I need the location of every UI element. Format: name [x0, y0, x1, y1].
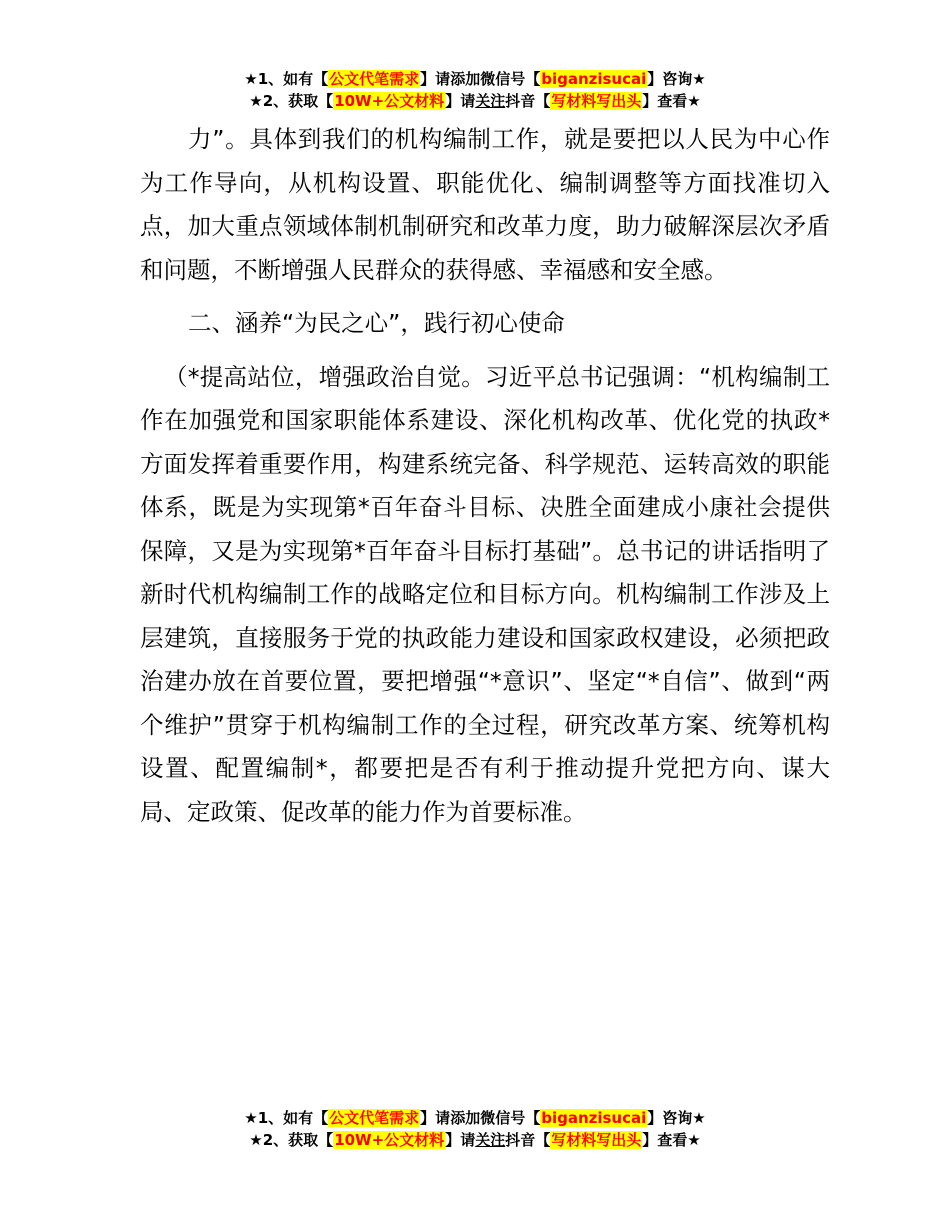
banner-text: 微信号【 — [480, 70, 541, 88]
section-heading: 二、涵养“为民之心”，践行初心使命 — [188, 309, 565, 337]
banner-text: 】请 — [445, 1131, 476, 1149]
banner-emphasis: 关注 — [475, 1131, 506, 1149]
banner-highlight: 写材料写出头 — [551, 1131, 642, 1149]
banner-highlight: 公文代笔需求 — [329, 1109, 420, 1127]
footer-banner — [0, 1107, 950, 1151]
banner-text: 】请 — [420, 70, 451, 88]
banner-highlight: biganzisucai — [541, 70, 647, 88]
banner-text: 】咨询★ — [647, 1109, 706, 1127]
banner-text: ★2、获取【 — [249, 92, 334, 110]
banner-text: 】请 — [420, 1109, 451, 1127]
banner-text: 】请 — [445, 92, 476, 110]
header-banner — [0, 68, 950, 112]
banner-text: ★2、获取【 — [249, 1131, 334, 1149]
banner-emphasis: 关注 — [475, 92, 506, 110]
banner-text: ★1、如有【 — [244, 1109, 329, 1127]
body-paragraph: （*提高站位，增强政治自觉。习近平总书记强调：“机构编制工作在加强党和国家职能体系建设、深化机构改革、优化党的执政*方面发挥着重要作用，构建系统完备、科学规范、运转高效的职能体系，既是为实现第*百年奋斗目标、决胜全面建成小康社会提供保障，又是为实现第*百年奋斗目标打基础”。总书记的讲话指明了新时代机构编制工作的战略定位和目标方向。机构编制工作涉及上层建筑，直接服务于党的执政能力建设和国家政权建设，必须把政治建办放在首要位置，要把增强“*意识”、坚定“*自信”、做到“两个维护”贯穿于机构编制工作的全过程，研究改革方案、统筹机构设置、配置编制*，都要把是否有利于推动提升党把方向、谋大局、定政策、促改革的能力作为首要标准。 — [140, 362, 830, 826]
banner-text: 】查看★ — [642, 1131, 701, 1149]
body-paragraph: 力”。具体到我们的机构编制工作，就是要把以人民为中心作为工作导向，从机构设置、职能优化、编制调整等方面找准切入点，加大重点领域体制机制研究和改革力度，助力破解深层次矛盾和问题，不断增强人民群众的获得感、幸福感和安全感。 — [140, 125, 830, 284]
banner-emphasis: 添加 — [450, 70, 481, 88]
banner-emphasis: 添加 — [450, 1109, 481, 1127]
banner-line-1 — [0, 1107, 950, 1129]
banner-highlight: 10W+公文材料 — [334, 1131, 445, 1149]
banner-text: 微信号【 — [480, 1109, 541, 1127]
banner-highlight: 10W+公文材料 — [334, 92, 445, 110]
banner-highlight: 写材料写出头 — [551, 92, 642, 110]
banner-text: 抖音【 — [505, 1131, 551, 1149]
banner-highlight: 公文代笔需求 — [329, 70, 420, 88]
banner-text: 】咨询★ — [647, 70, 706, 88]
banner-text: ★1、如有【 — [244, 70, 329, 88]
banner-line-2 — [0, 1129, 950, 1151]
banner-highlight: biganzisucai — [541, 1109, 647, 1127]
banner-text: 抖音【 — [505, 92, 551, 110]
document-body — [140, 118, 830, 834]
banner-text: 】查看★ — [642, 92, 701, 110]
banner-line-2 — [0, 90, 950, 112]
banner-line-1 — [0, 68, 950, 90]
